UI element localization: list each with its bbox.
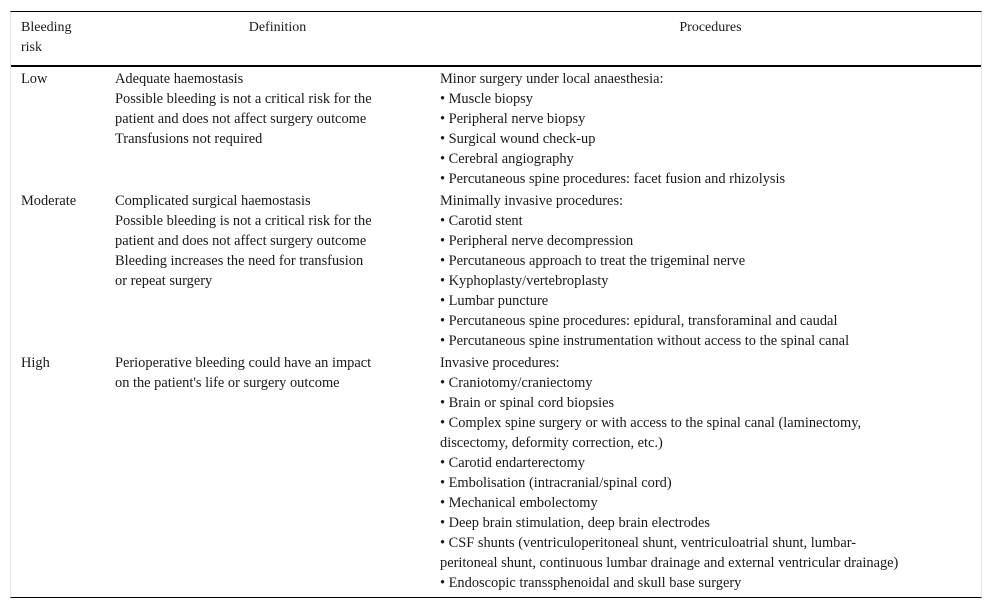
header-procedures: Procedures: [440, 12, 981, 66]
procedures-cell: [440, 353, 981, 597]
procedure-line: Minimally invasive procedures:: [440, 193, 624, 209]
procedure-line: • Muscle biopsy: [440, 91, 533, 107]
header-definition: Definition: [115, 12, 440, 66]
procedure-line: • Kyphoplasty/vertebroplasty: [440, 273, 609, 289]
procedure-line: • CSF shunts (ventriculoperitoneal shunt, ventriculoatrial shunt, lumbar-: [440, 535, 857, 551]
definition-line: on the patient's life or surgery outcome: [115, 375, 340, 391]
procedure-line: Minor surgery under local anaesthesia:: [440, 71, 664, 87]
definition-line: Possible bleeding is not a critical risk for the: [115, 213, 372, 229]
procedures-cell: [440, 191, 981, 353]
header-bleeding-risk-label: Bleeding risk: [21, 20, 72, 55]
definition-line: or repeat surgery: [115, 273, 213, 289]
table-header-row: [11, 12, 981, 66]
procedure-line: • Peripheral nerve biopsy: [440, 111, 586, 127]
procedure-line: • Deep brain stimulation, deep brain electrodes: [440, 515, 710, 531]
definition-line: Transfusions not required: [115, 131, 263, 147]
definition-cell: [115, 66, 440, 191]
definition-line: patient and does not affect surgery outcome: [115, 111, 367, 127]
procedure-line: • Mechanical embolectomy: [440, 495, 598, 511]
procedure-line: peritoneal shunt, continuous lumbar drainage and external ventricular drainage): [440, 555, 899, 571]
procedure-line: • Craniotomy/craniectomy: [440, 375, 593, 391]
definition-line: Adequate haemostasis: [115, 71, 244, 87]
procedure-line: Invasive procedures:: [440, 355, 560, 371]
procedures-cell: [440, 66, 981, 191]
definition-line: Perioperative bleeding could have an impact: [115, 355, 372, 371]
risk-cell: High: [21, 355, 50, 371]
procedure-line: • Percutaneous spine procedures: facet fusion and rhizolysis: [440, 171, 786, 187]
definition-line: Bleeding increases the need for transfusion: [115, 253, 364, 269]
procedure-line: • Peripheral nerve decompression: [440, 233, 634, 249]
bleeding-risk-table-container: [10, 11, 982, 598]
header-bleeding-risk: [11, 12, 115, 66]
procedure-line: discectomy, deformity correction, etc.): [440, 435, 663, 451]
procedure-line: • Endoscopic transsphenoidal and skull base surgery: [440, 575, 742, 591]
definition-cell: [115, 191, 440, 353]
procedure-line: • Percutaneous spine procedures: epidural, transforaminal and caudal: [440, 313, 838, 329]
procedure-line: • Carotid endarterectomy: [440, 455, 585, 471]
definition-line: patient and does not affect surgery outcome: [115, 233, 367, 249]
procedure-line: • Complex spine surgery or with access to the spinal canal (laminectomy,: [440, 415, 862, 431]
table-row: [11, 191, 981, 353]
risk-cell: Moderate: [21, 193, 77, 209]
definition-line: Possible bleeding is not a critical risk for the: [115, 91, 372, 107]
definition-line: Complicated surgical haemostasis: [115, 193, 311, 209]
procedure-line: • Cerebral angiography: [440, 151, 574, 167]
procedure-line: • Lumbar puncture: [440, 293, 549, 309]
definition-cell: [115, 353, 440, 597]
bleeding-risk-table: [11, 12, 981, 597]
procedure-line: • Percutaneous approach to treat the trigeminal nerve: [440, 253, 746, 269]
risk-cell: Low: [21, 71, 48, 87]
table-body: [11, 66, 981, 597]
procedure-line: • Percutaneous spine instrumentation without access to the spinal canal: [440, 333, 850, 349]
procedure-line: • Carotid stent: [440, 213, 523, 229]
procedure-line: • Embolisation (intracranial/spinal cord): [440, 475, 672, 491]
procedure-line: • Surgical wound check-up: [440, 131, 596, 147]
table-row: [11, 353, 981, 597]
procedure-line: • Brain or spinal cord biopsies: [440, 395, 615, 411]
table-row: [11, 66, 981, 191]
